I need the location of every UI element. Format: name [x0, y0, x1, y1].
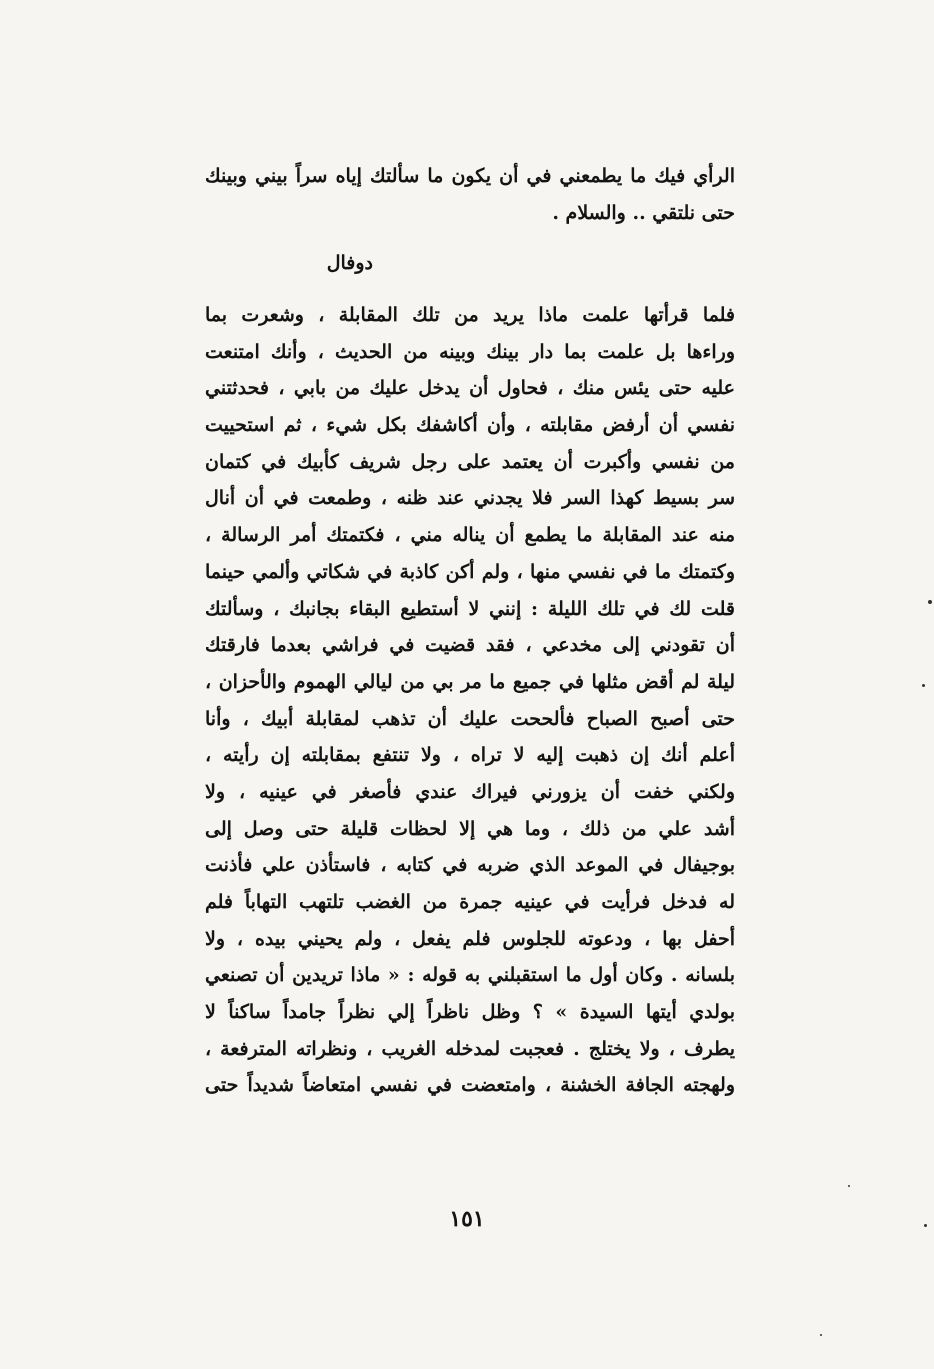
text-line: منه عند المقابلة ما يطمع أن يناله مني ، فكتمتك أمر الرسالة ،: [205, 524, 735, 547]
text-line: أعلم أنك إن ذهبت إليه لا تراه ، ولا تنتفع بمقابلته إن رأيته ،: [205, 744, 735, 767]
text-line: بولدي أيتها السيدة » ؟ وظل ناظراً إلي نظراً جامداً ساكناً لا: [205, 1001, 735, 1024]
text-line: ليلة لم أقض مثلها في جميع ما مر بي من ليالي الهموم والأحزان ،: [205, 670, 735, 693]
main-paragraph: [205, 297, 735, 1104]
text-line: من نفسي وأكبرت أن يعتمد على رجل شريف كأبيك في كتمان: [205, 450, 735, 473]
text-line: وراءها بل علمت بما دار بينك وبينه من الحديث ، وأنك امتنعت: [205, 340, 735, 363]
text-line: حتى نلتقي .. والسلام .: [552, 201, 735, 224]
page-number: ١٥١: [449, 1206, 485, 1232]
letter-signature: دوفال: [326, 252, 373, 274]
text-line: له فدخل فرأيت في عينيه جمرة من الغضب تلتهب التهاباً فلم: [205, 891, 735, 913]
text-line: يطرف ، ولا يختلج . فعجبت لمدخله الغريب ، ونظراته المترفعة ،: [205, 1037, 735, 1060]
text-line: أحفل بها ، ودعوته للجلوس فلم يفعل ، ولم يحيني بيده ، ولا: [205, 927, 735, 950]
text-line: فلما قرأتها علمت ماذا يريد من تلك المقابلة ، وشعرت بما: [205, 304, 735, 326]
text-line: أن تقودني إلى مخدعي ، فقد قضيت في فراشي بعدما فارقتك: [205, 634, 735, 657]
scan-speck: [848, 1185, 850, 1187]
scan-speck: [922, 684, 925, 687]
text-line: وكتمتك ما في نفسي منها ، ولم أكن كاذبة في شكاتي وألمي حينما: [205, 560, 735, 583]
text-line: بوجيفال في الموعد الذي ضربه في كتابه ، فاستأذن علي فأذنت: [205, 854, 735, 877]
text-line: نفسي أن أرفض مقابلته ، وأن أكاشفك بكل شيء ، ثم استحييت: [205, 414, 735, 437]
text-line: حتى أصبح الصباح فألححت عليك أن تذهب لمقابلة أبيك ، وأنا: [205, 707, 735, 730]
scan-speck: [820, 1334, 822, 1336]
text-line: سر بسيط كهذا السر فلا يجدني عند ظنه ، وطمعت في أن أنال: [205, 487, 735, 510]
text-line: الرأي فيك ما يطمعني في أن يكون ما سألتك إياه سراً بيني وبينك: [205, 165, 735, 187]
text-line: قلت لك في تلك الليلة : إنني لا أستطيع البقاء بجانبك ، وسألتك: [205, 597, 735, 620]
text-line: عليه حتى يئس منك ، فحاول أن يدخل عليك من بابي ، فحدثتني: [205, 377, 735, 400]
text-line: ولهجته الجافة الخشنة ، وامتعضت في نفسي امتعاضاً شديداً حتى: [205, 1074, 735, 1097]
text-line: ولكني خفت أن يزورني فيراك عندي فأصغر في عينيه ، ولا: [205, 780, 735, 803]
text-line: بلسانه . وكان أول ما استقبلني به قوله : « ماذا تريدين أن تصنعي: [205, 964, 735, 987]
letter-closing: [205, 158, 735, 231]
scan-speck: [928, 600, 932, 604]
text-line: أشد علي من ذلك ، وما هي إلا لحظات قليلة حتى وصل إلى: [205, 817, 735, 840]
